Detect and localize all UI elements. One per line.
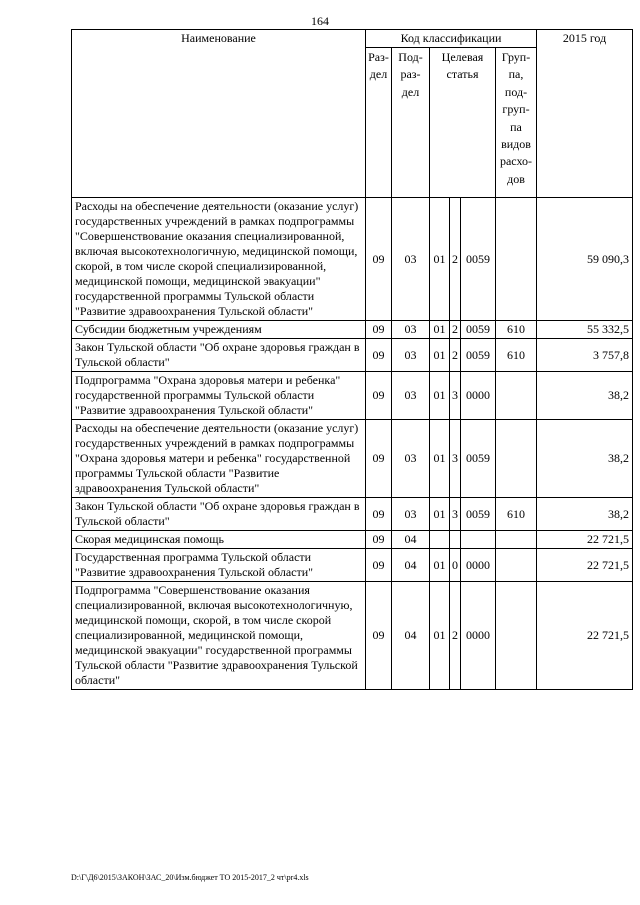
table-row [72,321,633,339]
table-header [72,30,633,198]
row-name: Подпрограмма "Совершенствование оказания специализированной, включая высокотехнологичную, медицинской помощи, скорой, в том числе скорой специализированной, медицинской помощи, медицинской эвакуации" государственной программы Тульской области "Развитие здравоохранения Тульской области" [72,582,366,690]
row-podrazdel: 03 [392,321,430,339]
row-razdel: 09 [366,372,392,420]
header-podrazdel: Под- раз- дел [392,48,430,198]
row-name: Скорая медицинская помощь [72,531,366,549]
row-target-direction: 0000 [461,582,496,690]
row-razdel: 09 [366,420,392,498]
row-razdel: 09 [366,531,392,549]
row-amount: 3 757,8 [537,339,633,372]
row-podrazdel: 03 [392,339,430,372]
row-target-subprogram: 0 [450,549,461,582]
row-name: Государственная программа Тульской области "Развитие здравоохранения Тульской области" [72,549,366,582]
row-podrazdel: 03 [392,372,430,420]
table-row [72,198,633,321]
row-razdel: 09 [366,582,392,690]
row-target-program: 01 [430,582,450,690]
row-podrazdel: 03 [392,198,430,321]
row-target-subprogram: 2 [450,198,461,321]
row-razdel: 09 [366,498,392,531]
row-razdel: 09 [366,549,392,582]
row-amount: 22 721,5 [537,582,633,690]
row-target-direction: 0059 [461,198,496,321]
table-row [72,582,633,690]
row-podrazdel: 04 [392,549,430,582]
row-target-subprogram: 3 [450,372,461,420]
row-name: Субсидии бюджетным учреждениям [72,321,366,339]
row-expense-group [496,372,537,420]
header-code-group: Код классификации [366,30,537,48]
row-target-program: 01 [430,372,450,420]
row-amount: 38,2 [537,420,633,498]
row-target-direction: 0059 [461,339,496,372]
row-target-subprogram: 3 [450,498,461,531]
row-target-direction: 0000 [461,372,496,420]
row-expense-group [496,582,537,690]
row-name: Расходы на обеспечение деятельности (оказание услуг) государственных учреждений в рамках подпрограммы "Охрана здоровья матери и ребенка" государственной программы Тульской области "Развитие здравоохранения Тульской области" [72,420,366,498]
row-expense-group: 610 [496,498,537,531]
budget-table [71,29,633,690]
header-name: Наименование [72,30,366,198]
row-expense-group [496,531,537,549]
table-row [72,372,633,420]
header-razdel: Раз- дел [366,48,392,198]
row-expense-group: 610 [496,321,537,339]
row-amount: 59 090,3 [537,198,633,321]
row-target-subprogram: 2 [450,582,461,690]
row-target-subprogram: 2 [450,321,461,339]
header-year: 2015 год [537,30,633,198]
row-podrazdel: 04 [392,582,430,690]
table-row [72,339,633,372]
row-target-subprogram: 2 [450,339,461,372]
row-name: Закон Тульской области "Об охране здоровья граждан в Тульской области" [72,339,366,372]
row-expense-group [496,420,537,498]
row-expense-group [496,549,537,582]
row-name: Подпрограмма "Охрана здоровья матери и ребенка" государственной программы Тульской области "Развитие здравоохранения Тульской области" [72,372,366,420]
row-target-subprogram: 3 [450,420,461,498]
row-target-program: 01 [430,498,450,531]
row-target-program: 01 [430,339,450,372]
row-target-program: 01 [430,198,450,321]
table-row [72,420,633,498]
row-name: Расходы на обеспечение деятельности (оказание услуг) государственных учреждений в рамках подпрограммы "Совершенствование оказания специализированной, включая высокотехнологичную, медицинской помощи, скорой, в том числе скорой специализированной, медицинской помощи, медицинской эвакуации" государственной программы Тульской области "Развитие здравоохранения Тульской области" [72,198,366,321]
row-expense-group: 610 [496,339,537,372]
table-row [72,531,633,549]
row-amount: 38,2 [537,498,633,531]
row-target-program [430,531,450,549]
row-razdel: 09 [366,339,392,372]
table-row [72,549,633,582]
row-target-direction: 0059 [461,498,496,531]
page-number: 164 [311,14,329,28]
header-target: Целевая статья [430,48,496,198]
row-target-direction: 0059 [461,321,496,339]
footer-file-path: D:\Г\Д6\2015\ЗАКОН\ЗАС_20\Изм.бюджет ТО 2015-2017_2 чт\pr4.xls [71,873,309,882]
row-target-program: 01 [430,321,450,339]
row-target-direction: 0000 [461,549,496,582]
row-amount: 55 332,5 [537,321,633,339]
row-target-subprogram [450,531,461,549]
row-target-program: 01 [430,420,450,498]
row-amount: 22 721,5 [537,531,633,549]
row-target-direction: 0059 [461,420,496,498]
row-podrazdel: 03 [392,420,430,498]
row-podrazdel: 04 [392,531,430,549]
row-razdel: 09 [366,321,392,339]
table-body [72,198,633,690]
row-podrazdel: 03 [392,498,430,531]
row-target-program: 01 [430,549,450,582]
header-group: Груп- па, под- груп- па видов расхо- дов [496,48,537,198]
row-amount: 38,2 [537,372,633,420]
row-expense-group [496,198,537,321]
row-amount: 22 721,5 [537,549,633,582]
row-razdel: 09 [366,198,392,321]
table-row [72,498,633,531]
row-target-direction [461,531,496,549]
row-name: Закон Тульской области "Об охране здоровья граждан в Тульской области" [72,498,366,531]
